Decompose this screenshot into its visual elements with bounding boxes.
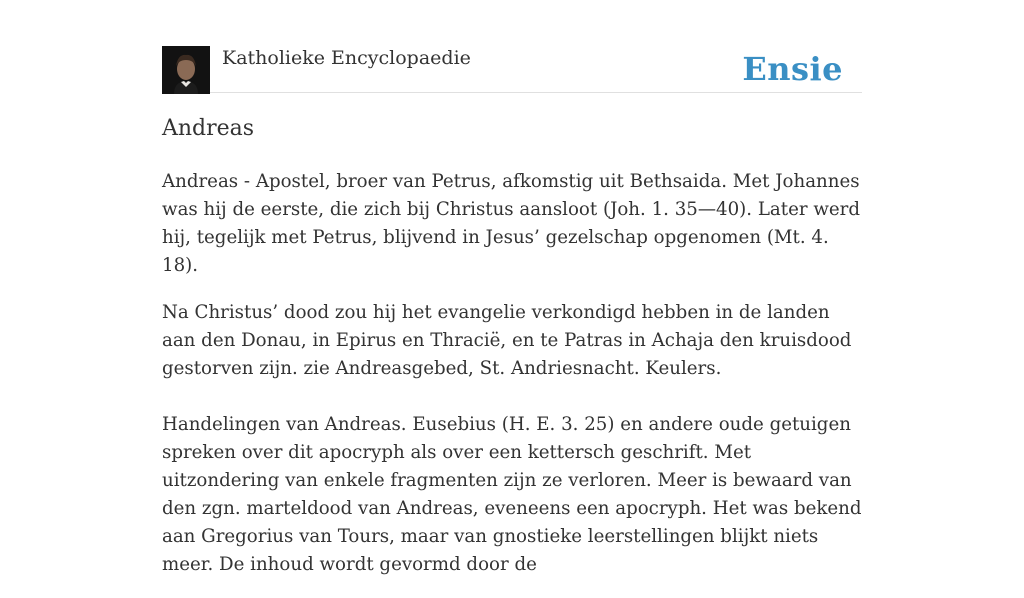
article-paragraph: Handelingen van Andreas. Eusebius (H. E. 3. 25) en andere oude getuigen spreken over dit apocryph als over een kettersch geschrift. Met uitzondering van enkele fragmenten zijn ze verloren. Meer is bewaard van den zgn. marteldood van Andreas, eveneens een apocryph. Het was bekend aan Gregorius van Tours, maar van gnostieke leerstellingen blijkt niets meer. De inhoud wordt gevormd door de bbox=[162, 414, 862, 575]
article-body bbox=[162, 168, 864, 598]
portrait-avatar-icon[interactable] bbox=[162, 46, 210, 94]
header bbox=[162, 46, 862, 93]
portrait-avatar-icon-graphic bbox=[162, 46, 210, 94]
source-name[interactable]: Katholieke Encyclopaedie bbox=[222, 47, 471, 69]
article-paragraph: Andreas - Apostel, broer van Petrus, afkomstig uit Bethsaida. Met Johannes was hij de eerste, die zich bij Christus aansloot (Joh. 1. 35—40). Later werd hij, tegelijk met Petrus, blijvend in Jesus’ gezelschap opgenomen (Mt. 4. 18). bbox=[162, 171, 860, 276]
brand-logo[interactable]: Ensie bbox=[742, 50, 843, 88]
article-title: Andreas bbox=[162, 116, 255, 141]
article-paragraph: Na Christus’ dood zou hij het evangelie verkondigd hebben in de landen aan den Donau, in Epirus en Thracië, en te Patras in Achaja den kruisdood gestorven zijn. zie Andreasgebed, St. Andriesnacht. Keulers. bbox=[162, 302, 852, 379]
